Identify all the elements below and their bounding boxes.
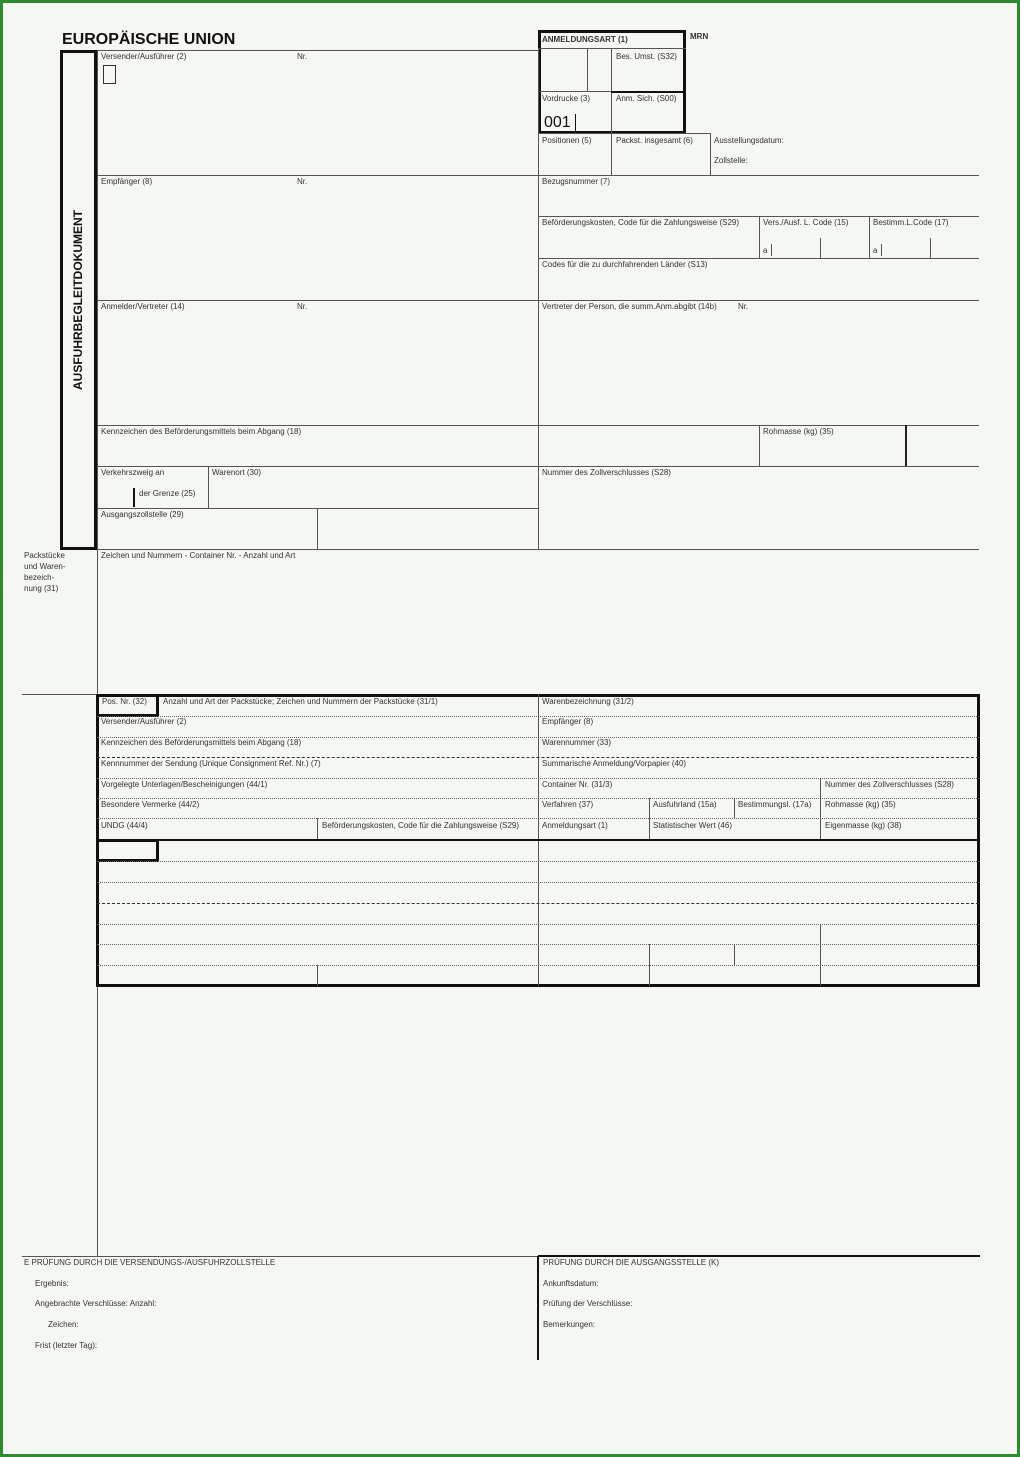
rule — [97, 778, 979, 779]
rule — [208, 466, 209, 508]
bezugsnummer-label: Bezugsnummer (7) — [542, 177, 611, 186]
item-anmeldungsart-label: Anmeldungsart (1) — [542, 821, 608, 830]
vertreter-label: Vertreter der Person, die summ.Anm.abgibt (14b) — [542, 302, 717, 311]
footer-right-title: PRÜFUNG DURCH DIE AUSGANGSSTELLE (K) — [543, 1258, 720, 1267]
rule — [759, 216, 760, 259]
rule — [537, 1256, 539, 1360]
checkbox[interactable] — [103, 65, 116, 84]
item-empfaenger-label: Empfänger (8) — [542, 717, 594, 726]
zeichen-label: Zeichen: — [48, 1320, 79, 1329]
rule — [734, 798, 735, 818]
rule — [710, 133, 711, 176]
rule — [538, 258, 979, 259]
ausstellungsdatum-label: Ausstellungsdatum: — [714, 136, 784, 145]
packstuecke-line-1: Packstücke — [24, 551, 65, 560]
item-versender-label: Versender/Ausführer (2) — [101, 717, 187, 726]
rule — [317, 818, 318, 840]
rule — [538, 133, 711, 134]
warenbezeichnung-label: Warenbezeichnung (31/2) — [542, 697, 634, 706]
undg-label: UNDG (44/4) — [101, 821, 148, 830]
rule — [97, 965, 979, 966]
statistischer-label: Statistischer Wert (46) — [653, 821, 732, 830]
verkehrszweig-label: Verkehrszweig an — [101, 468, 165, 477]
rule — [820, 924, 821, 986]
warennummer-label: Warennummer (33) — [542, 738, 612, 747]
item-zollverschluss-label: Nummer des Zollverschlusses (S28) — [825, 780, 954, 789]
rule — [97, 903, 979, 904]
rule — [97, 50, 538, 51]
pos-nr-label: Pos. Nr. (32) — [102, 697, 147, 706]
ankunftsdatum-label: Ankunftsdatum: — [543, 1279, 599, 1288]
vordrucke-value: 001 — [544, 114, 571, 131]
bestimmungsl-label: Bestimmungsl. (17a) — [738, 800, 812, 809]
versender-label: Versender/Ausführer (2) — [101, 52, 187, 61]
besondere-label: Besondere Vermerke (44/2) — [101, 800, 200, 809]
kennzeichen-label: Kennzeichen des Beförderungsmittels beim Abgang (18) — [101, 427, 302, 436]
rule — [97, 757, 979, 758]
eigenmasse-label: Eigenmasse (kg) (38) — [825, 821, 902, 830]
codes-laender-label: Codes für die zu durchfahrenden Länder (S13) — [542, 260, 708, 269]
anm-sich-label: Anm. Sich. (S00) — [616, 94, 677, 103]
rule — [133, 488, 135, 507]
page-title: EUROPÄISCHE UNION — [62, 31, 236, 48]
positionen-label: Positionen (5) — [542, 136, 592, 145]
pruefung-label: Prüfung der Verschlüsse: — [543, 1299, 633, 1308]
anmeldungsart-label: ANMELDUNGSART (1) — [542, 35, 628, 44]
item-befoerderungskosten-label: Beförderungskosten, Code für die Zahlungsweise (S29) — [322, 821, 519, 830]
zollstelle-label: Zollstelle: — [714, 156, 748, 165]
anmelder-nr-label: Nr. — [297, 302, 308, 311]
rule — [820, 778, 821, 798]
frist-label: Frist (letzter Tag): — [35, 1341, 98, 1350]
rule — [97, 716, 979, 717]
container-label: Container Nr. (31/3) — [542, 780, 613, 789]
rule — [575, 114, 576, 131]
verschluesse-label: Angebrachte Verschlüsse: Anzahl: — [35, 1299, 157, 1308]
rule — [97, 924, 979, 925]
rule — [771, 244, 772, 256]
befoerderungskosten-label: Beförderungskosten, Code für die Zahlungsweise (S29) — [542, 218, 739, 227]
rule — [820, 238, 821, 259]
rule — [97, 425, 979, 426]
ergebnis-label: Ergebnis: — [35, 1279, 69, 1288]
empfaenger-nr-label: Nr. — [297, 177, 308, 186]
rule — [930, 238, 931, 259]
rule — [97, 882, 979, 883]
rule — [317, 508, 318, 549]
vorgelegte-label: Vorgelegte Unterlagen/Bescheinigungen (44/1) — [101, 780, 268, 789]
ausgangszollstelle-label: Ausgangszollstelle (29) — [101, 510, 184, 519]
rule — [734, 944, 735, 966]
versender-nr-label: Nr. — [297, 52, 308, 61]
zeichen-nummern-label: Zeichen und Nummern - Container Nr. - Anzahl und Art — [101, 551, 296, 560]
rule — [97, 861, 979, 862]
rule — [759, 425, 760, 467]
rule — [538, 48, 539, 549]
rule — [97, 466, 979, 467]
summarische-label: Summarische Anmeldung/Vorpapier (40) — [542, 759, 687, 768]
bemerkungen-label: Bemerkungen: — [543, 1320, 596, 1329]
rule — [96, 839, 980, 841]
pos-nr-box-2 — [96, 839, 159, 862]
rule — [538, 1255, 980, 1257]
rule — [97, 300, 979, 301]
empfaenger-label: Empfänger (8) — [101, 177, 153, 186]
rule — [97, 798, 979, 799]
rule — [97, 175, 979, 176]
rule — [97, 818, 979, 819]
vers-code-label: Vers./Ausf. L. Code (15) — [763, 218, 849, 227]
ausfuhrland-label: Ausfuhrland (15a) — [653, 800, 717, 809]
warenort-label: Warenort (30) — [212, 468, 262, 477]
rule — [538, 48, 686, 49]
rule — [97, 50, 98, 1256]
rule — [905, 425, 907, 467]
packstuecke-line-2: und Waren- — [24, 562, 66, 571]
bes-umst-label: Bes. Umst. (S32) — [616, 52, 677, 61]
rule — [317, 965, 318, 986]
packst-label: Packst. insgesamt (6) — [616, 136, 693, 145]
rule — [22, 694, 97, 695]
rule — [881, 244, 882, 256]
rule — [97, 944, 979, 945]
vordrucke-label: Vordrucke (3) — [542, 94, 591, 103]
rule — [649, 798, 650, 840]
verfahren-label: Verfahren (37) — [542, 800, 594, 809]
vers-code-a: a — [763, 246, 768, 255]
zollverschluss-label: Nummer des Zollverschlusses (S28) — [542, 468, 671, 477]
rule — [587, 48, 588, 92]
footer-left-title: E PRÜFUNG DURCH DIE VERSENDUNGS-/AUSFUHRZOLLSTELLE — [24, 1258, 276, 1267]
grenze-label: der Grenze (25) — [139, 489, 196, 498]
rule — [611, 91, 686, 93]
rule — [22, 1256, 538, 1257]
item-rohmasse-label: Rohmasse (kg) (35) — [825, 800, 896, 809]
mrn-label: MRN — [690, 32, 709, 41]
side-label: AUSFUHRBEGLEITDOKUMENT — [71, 210, 85, 390]
item-kennzeichen-label: Kennzeichen des Beförderungsmittels beim Abgang (18) — [101, 738, 302, 747]
bestimm-code-label: Bestimm.L.Code (17) — [873, 218, 949, 227]
rule — [611, 48, 612, 176]
packstuecke-line-4: nung (31) — [24, 584, 59, 593]
anmelder-label: Anmelder/Vertreter (14) — [101, 302, 185, 311]
packstuecke-line-3: bezeich- — [24, 573, 55, 582]
rule — [869, 216, 870, 259]
anzahl-label: Anzahl und Art der Packstücke; Zeichen und Nummern der Packstücke (31/1) — [163, 697, 438, 706]
bestimm-code-a: a — [873, 246, 878, 255]
kennnummer-label: Kennnummer der Sendung (Unique Consignment Ref. Nr.) (7) — [101, 759, 321, 768]
rule — [820, 798, 821, 840]
rohmasse-label: Rohmasse (kg) (35) — [763, 427, 834, 436]
vertreter-nr-label: Nr. — [738, 302, 749, 311]
rule — [97, 549, 979, 550]
